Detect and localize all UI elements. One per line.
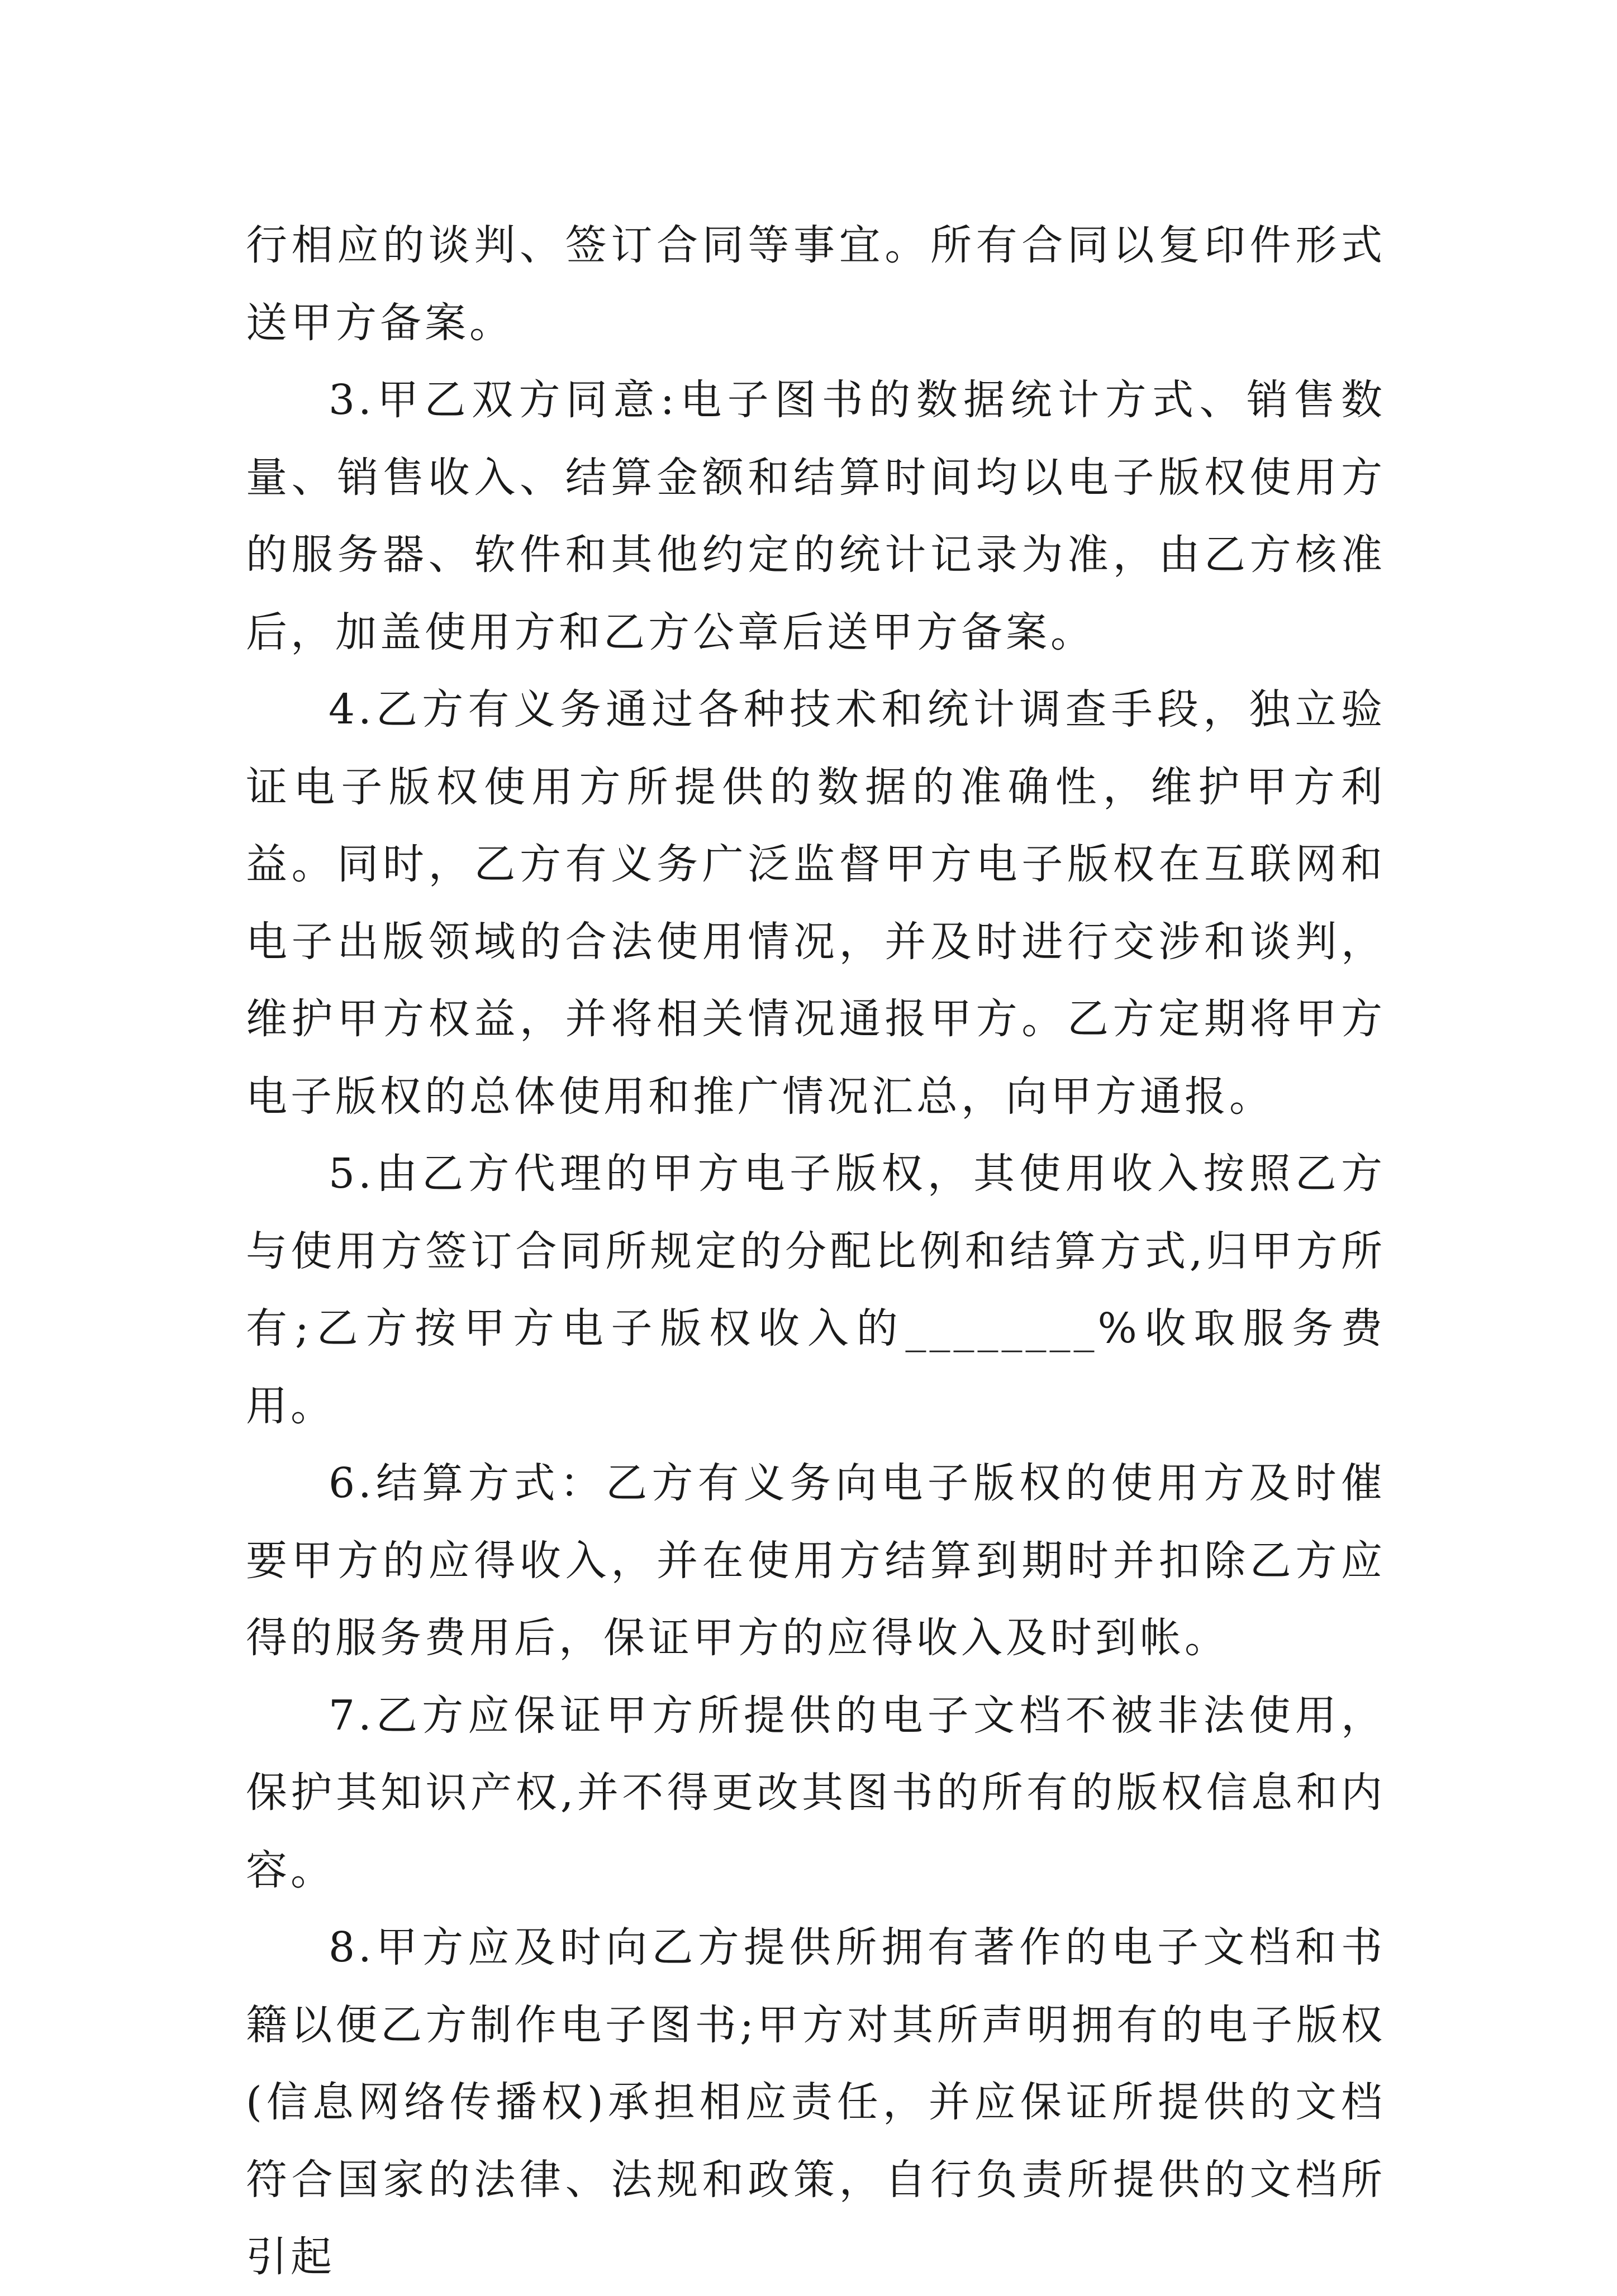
paragraph-clause-5: 5.由乙方代理的甲方电子版权，其使用收入按照乙方与使用方签订合同所规定的分配比例和结算方式,归甲方所有;乙方按甲方电子版权收入的________%收取服务费用。: [246, 1150, 1386, 1430]
paragraph-clause-8: 8.甲方应及时向乙方提供所拥有著作的电子文档和书籍以便乙方制作电子图书;甲方对其所声明拥有的电子版权(信息网络传播权)承担相应责任，并应保证所提供的文档符合国家的法律、法规和政策，自行负责所提供的文档所引起: [246, 1923, 1386, 2281]
paragraph-clause-3: 3.甲乙双方同意:电子图书的数据统计方式、销售数量、销售收入、结算金额和结算时间均以电子版权使用方的服务器、软件和其他约定的统计记录为准，由乙方核准后，加盖使用方和乙方公章后送甲方备案。: [246, 376, 1386, 656]
paragraph-continued: 行相应的谈判、签订合同等事宜。所有合同以复印件形式送甲方备案。: [246, 221, 1386, 347]
paragraph-clause-7: 7.乙方应保证甲方所提供的电子文档不被非法使用，保护其知识产权,并不得更改其图书的所有的版权信息和内容。: [246, 1691, 1386, 1894]
paragraph-clause-4: 4.乙方有义务通过各种技术和统计调查手段，独立验证电子版权使用方所提供的数据的准确性，维护甲方利益。同时，乙方有义务广泛监督甲方电子版权在互联网和电子出版领域的合法使用情况，并及时进行交涉和谈判，维护甲方权益，并将相关情况通报甲方。乙方定期将甲方电子版权的总体使用和推广情况汇总，向甲方通报。: [246, 685, 1386, 1121]
document-body: [246, 207, 1386, 2296]
paragraph-clause-6: 6.结算方式：乙方有义务向电子版权的使用方及时催要甲方的应得收入，并在使用方结算到期时并扣除乙方应得的服务费用后，保证甲方的应得收入及时到帐。: [246, 1459, 1386, 1662]
